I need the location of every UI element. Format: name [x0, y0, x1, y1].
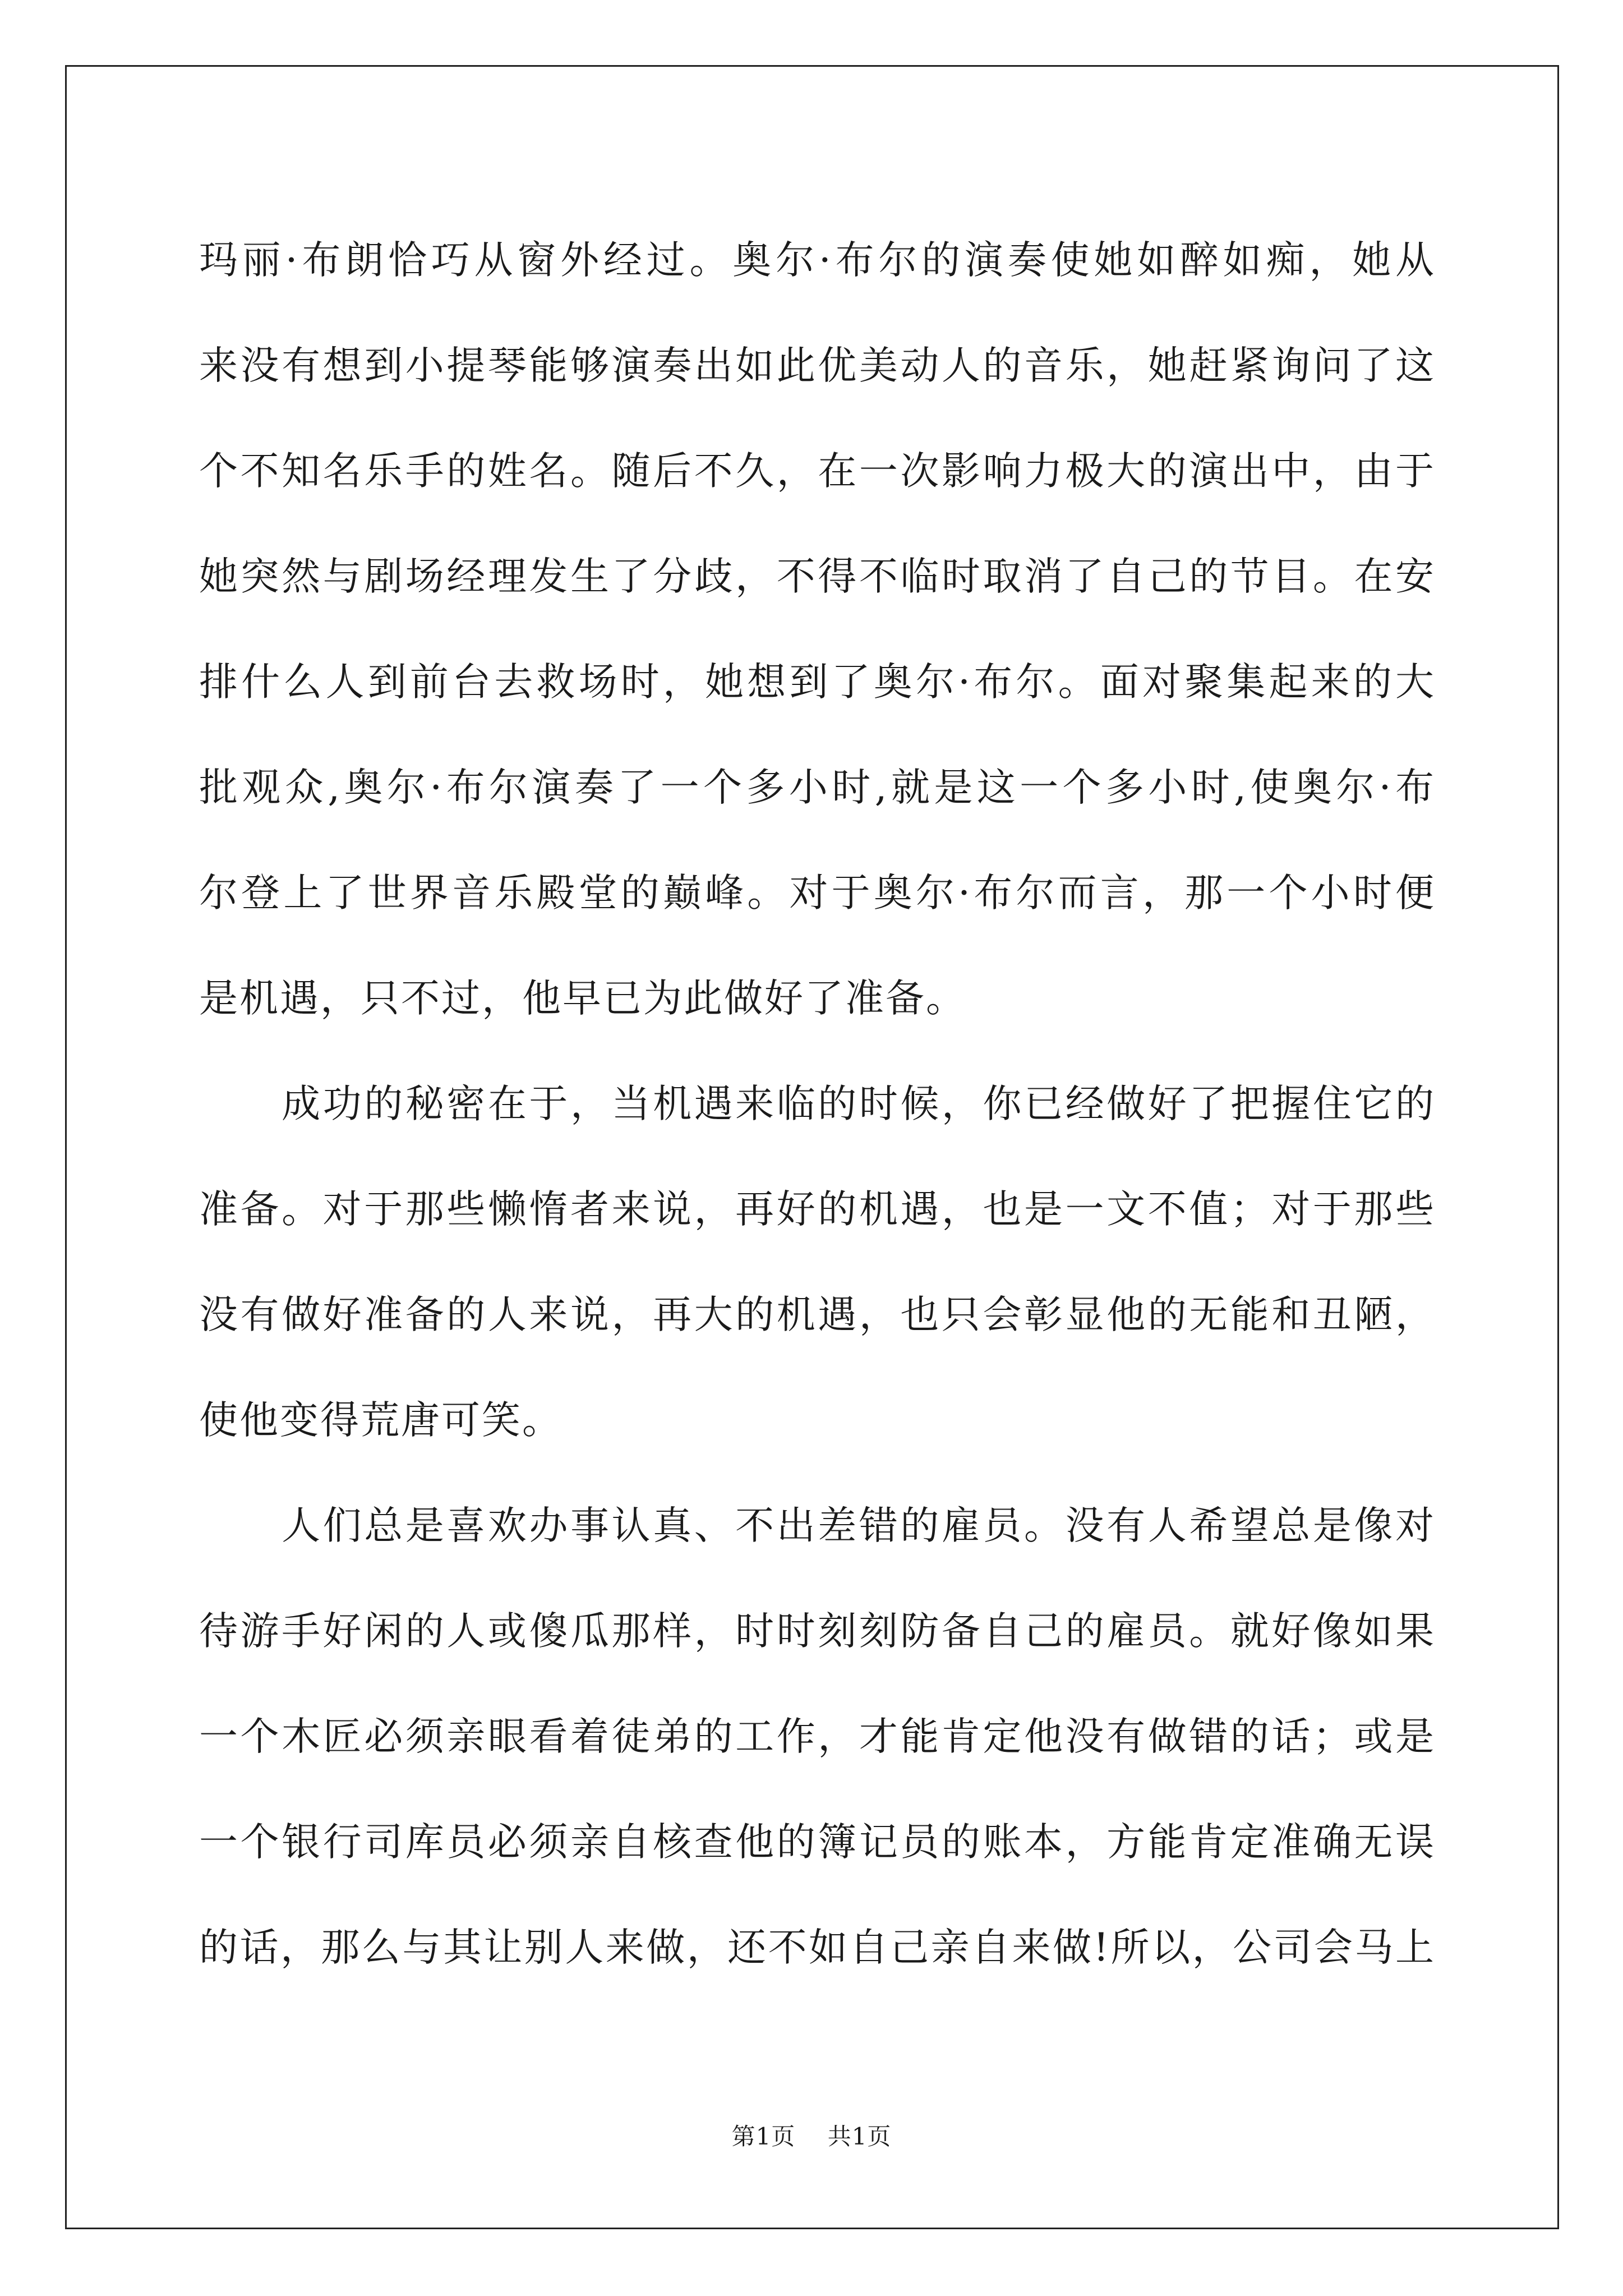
text-line: 人们总是喜欢办事认真、不出差错的雇员。没有人希望总是像对	[199, 1503, 1436, 1548]
page-footer	[0, 2118, 1623, 2152]
text-line: 玛丽·布朗恰巧从窗外经过。奥尔·布尔的演奏使她如醉如痴，她从	[199, 238, 1436, 283]
text-line: 批观众,奥尔·布尔演奏了一个多小时,就是这一个多小时,使奥尔·布	[199, 765, 1436, 810]
page-total: 共1页	[827, 2123, 892, 2150]
text-line: 使他变得荒唐可笑。	[199, 1398, 562, 1443]
text-line: 来没有想到小提琴能够演奏出如此优美动人的音乐，她赶紧询问了这	[199, 343, 1436, 388]
text-line: 没有做好准备的人来说，再大的机遇，也只会彰显他的无能和丑陋，	[199, 1292, 1436, 1337]
text-line: 的话，那么与其让别人来做，还不如自己亲自来做!所以，公司会马上	[199, 1925, 1436, 1970]
document-body	[199, 208, 1436, 2000]
text-line: 待游手好闲的人或傻瓜那样，时时刻刻防备自己的雇员。就好像如果	[199, 1609, 1436, 1654]
text-line: 她突然与剧场经理发生了分歧，不得不临时取消了自己的节目。在安	[199, 554, 1436, 599]
text-line: 准备。对于那些懒惰者来说，再好的机遇，也是一文不值；对于那些	[199, 1187, 1436, 1232]
text-line: 是机遇，只不过，他早已为此做好了准备。	[199, 976, 966, 1021]
page-number: 第1页	[731, 2123, 796, 2150]
text-line: 尔登上了世界音乐殿堂的巅峰。对于奥尔·布尔而言，那一个小时便	[199, 871, 1436, 915]
text-line: 成功的秘密在于，当机遇来临的时候，你已经做好了把握住它的	[199, 1082, 1436, 1126]
text-line: 个不知名乐手的姓名。随后不久，在一次影响力极大的演出中，由于	[199, 449, 1436, 494]
text-line: 一个木匠必须亲眼看着徒弟的工作，才能肯定他没有做错的话；或是	[199, 1714, 1436, 1759]
text-line: 一个银行司库员必须亲自核查他的簿记员的账本，方能肯定准确无误	[199, 1820, 1436, 1865]
text-line: 排什么人到前台去救场时，她想到了奥尔·布尔。面对聚集起来的大	[199, 660, 1436, 705]
